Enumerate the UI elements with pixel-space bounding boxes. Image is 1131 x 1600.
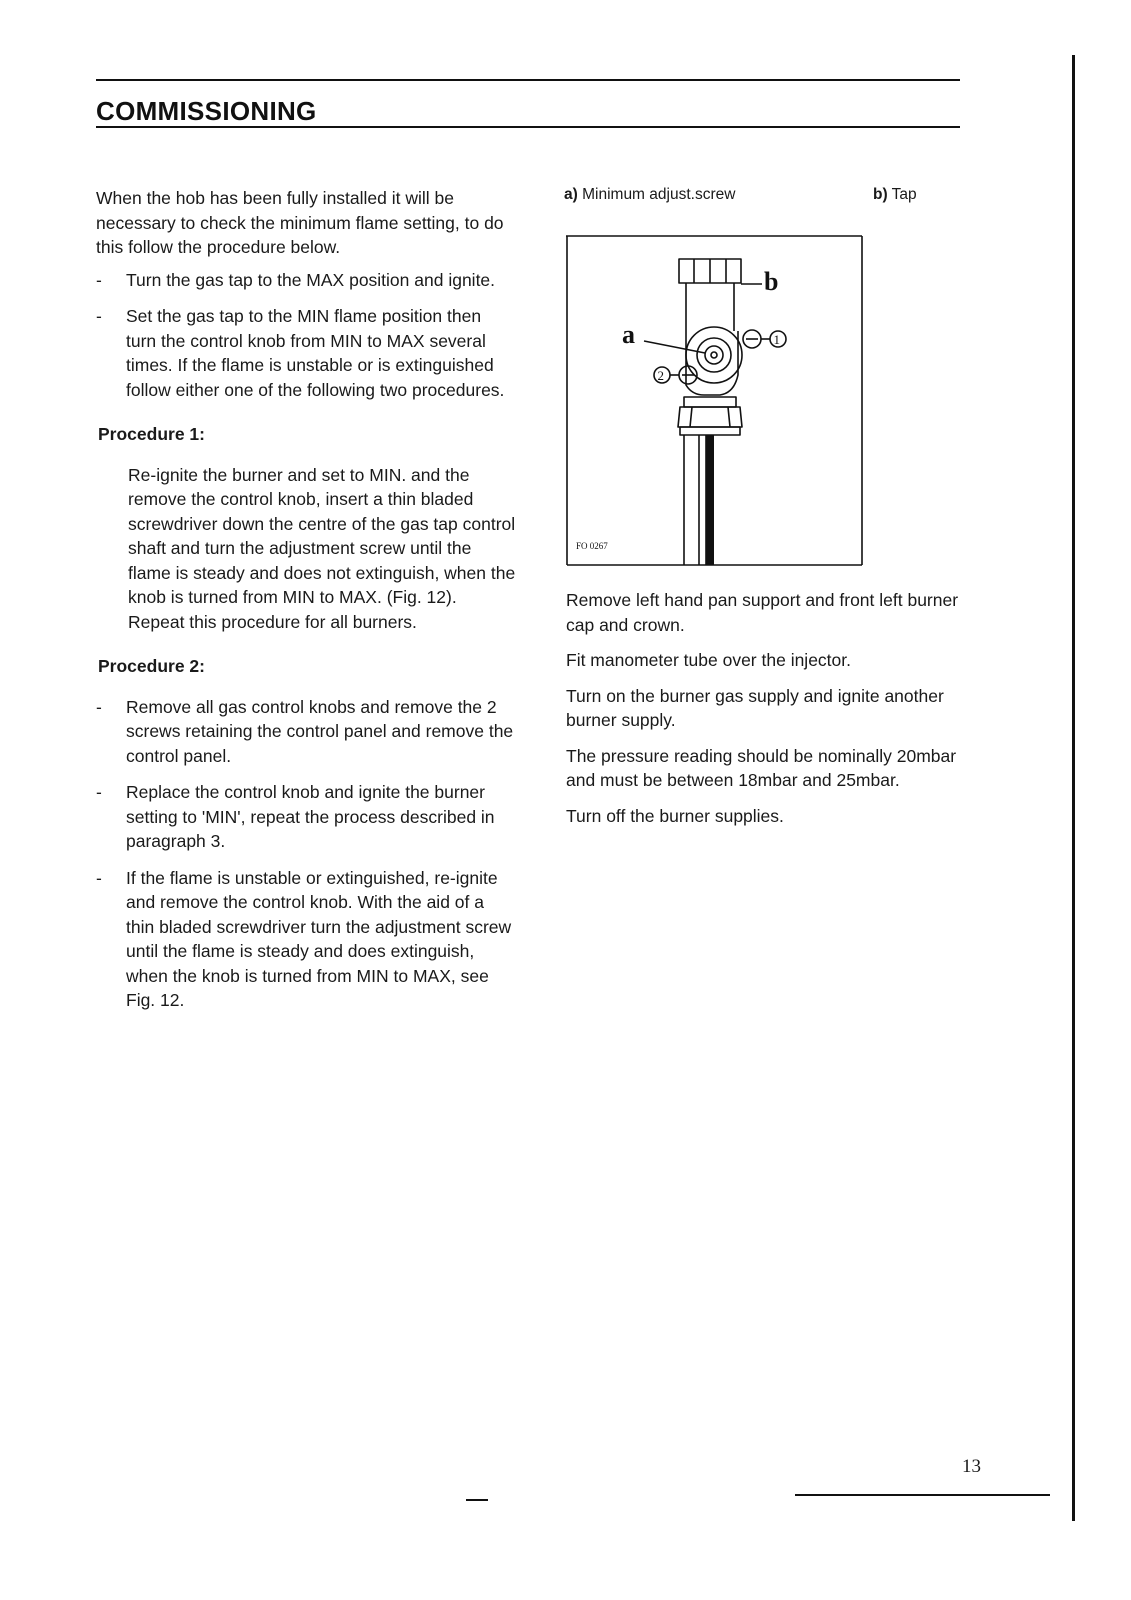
right-paragraph: Remove left hand pan support and front left burner cap and crown.: [566, 590, 959, 635]
figure-reference: FO 0267: [576, 541, 608, 551]
procedure-2-heading: Procedure 2:: [98, 656, 205, 676]
caption-a: [564, 186, 735, 204]
caption-b: [873, 186, 917, 204]
caption-a-text: Minimum adjust.screw: [582, 186, 736, 203]
procedure-2-step: [96, 695, 516, 769]
right-paragraph: Turn on the burner gas supply and ignite another burner supply.: [566, 685, 944, 730]
figure-label-a: a: [622, 320, 635, 349]
dash-marker: -: [96, 269, 102, 290]
figure-label-1: 1: [773, 332, 780, 347]
page-number: 13: [962, 1456, 981, 1477]
header-bottom-rule: [96, 126, 960, 128]
dash-marker: -: [96, 696, 102, 717]
procedure-1-heading: Procedure 1:: [98, 424, 205, 444]
binding-edge-line: [1072, 55, 1075, 1521]
page-title: COMMISSIONING: [96, 96, 317, 126]
gas-tap-figure: [566, 235, 868, 567]
procedure-1-text: Re-ignite the burner and set to MIN. and the remove the control knob, insert a thin bladed screwdriver down the centre of the gas tap control shaft and turn the adjustment screw until the flame is steady and does not extinguish, when the knob is turned from MIN to MAX. (Fig. 12). Repeat this procedure for all burners.: [128, 464, 516, 632]
procedure-2-step: [96, 866, 516, 1013]
right-paragraph: Fit manometer tube over the injector.: [566, 650, 851, 670]
caption-a-key: a): [564, 186, 578, 203]
step-text: Turn the gas tap to the MAX position and ignite.: [126, 269, 496, 290]
dash-marker: -: [96, 306, 102, 326]
dash-marker: -: [96, 867, 102, 888]
step-text: If the flame is unstable or extinguished, re-ignite and remove the control knob. With the aid of a thin bladed screwdriver turn the adjustment screw until the flame is steady and does extinguish, when the knob is turned from MIN to MAX, see Fig. 12.: [126, 867, 512, 1010]
procedure-2-step: [96, 780, 516, 854]
intro-paragraph: When the hob has been fully installed it will be necessary to check the minimum flame setting, to do this follow the procedure below.: [96, 188, 504, 257]
footer-rule: [795, 1494, 1050, 1496]
dash-marker: -: [96, 782, 102, 802]
right-paragraph: The pressure reading should be nominally 20mbar and must be between 18mbar and 25mbar.: [566, 745, 957, 790]
step-text: Replace the control knob and ignite the burner setting to 'MIN', repeat the process described in paragraph 3.: [126, 782, 495, 851]
figure-label-2: 2: [657, 368, 664, 383]
caption-b-text: Tap: [891, 186, 917, 203]
right-column: [566, 588, 966, 839]
left-column: [96, 186, 516, 1025]
header-top-rule: [96, 79, 960, 81]
step-item: [96, 304, 516, 402]
caption-b-key: b): [873, 186, 888, 203]
right-paragraph: Turn off the burner supplies.: [566, 805, 784, 826]
footer-mark: [466, 1499, 488, 1501]
step-item: [96, 268, 516, 293]
figure-label-b: b: [764, 267, 779, 296]
step-text: Set the gas tap to the MIN flame position then turn the control knob from MIN to MAX several times. If the flame is unstable or is extinguished follow either one of the following two procedures.: [126, 306, 505, 400]
step-text: Remove all gas control knobs and remove the 2 screws retaining the control panel and remove the control panel.: [126, 696, 514, 766]
